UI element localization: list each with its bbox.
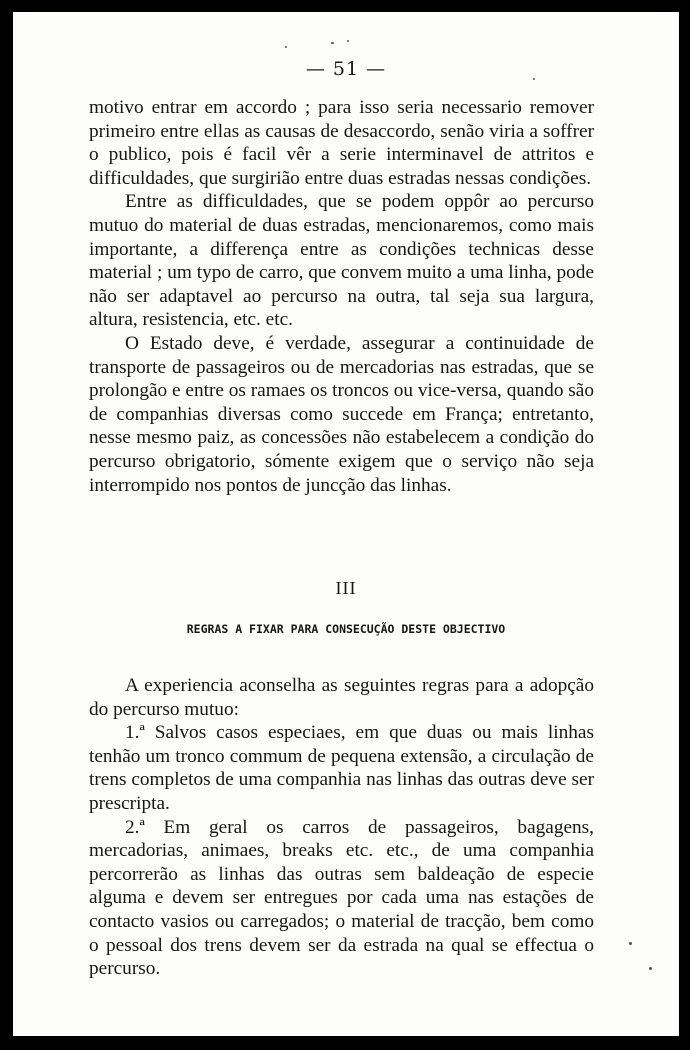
page-number: — 51 —	[305, 58, 387, 80]
paragraph-rule-2: 2.ª Em geral os carros de passageiros, bagagens, mercadorias, animaes, breaks etc. etc., de uma companhia percorrerão as linhas das outras sem baldeação de especie alguma e devem ser entregues por cada uma nas estações de contacto vasios ou carregados; o material de tracção, bem como o pessoal dos trens devem ser da estrada na qual se effectua o percurso.	[89, 816, 594, 980]
body-text-lower	[89, 674, 594, 981]
paper-speck	[331, 42, 334, 44]
book-page	[13, 12, 679, 1036]
paragraph-experience: A experiencia aconselha as seguintes regras para a adopção do percurso mutuo:	[89, 675, 594, 720]
paper-speck	[285, 46, 287, 48]
paper-speck	[347, 40, 349, 42]
paragraph-difficulties: Entre as difficuldades, que se podem oppôr ao percurso mutuo do material de duas estradas, mencionaremos, como mais importante, a differença entre as condições technicas desse material ; um typo de carro, que convem muito a uma linha, pode não ser adaptavel ao percurso na outra, tal seja sua largura, altura, resistencia, etc. etc.	[89, 191, 594, 331]
paper-speck	[649, 967, 652, 970]
paragraph-state-duty: O Estado deve, é verdade, assegurar a continuidade de transporte de passageiros ou de mercadorias nas estradas, que se prolongão e entre os ramaes os troncos ou vice-versa, quando são de companhias diversas como succede em França; entretanto, nesse mesmo paiz, as concessões não estabelecem a condição do percurso obrigatorio, sómente exigem que o serviço não seja interrompido nos pontos de juncção das linhas.	[89, 332, 594, 496]
body-text-upper	[89, 96, 594, 497]
section-heading: REGRAS A FIXAR PARA CONSECUÇÃO DESTE OBJECTIVO	[186, 622, 506, 636]
section-numeral: III	[335, 578, 357, 598]
paper-speck	[629, 942, 632, 945]
paragraph-rule-1: 1.ª Salvos casos especiaes, em que duas ou mais linhas tenhão um tronco commum de pequena extensão, a circulação de trens completos de uma companhia nas linhas das outras deve ser prescripta.	[89, 722, 594, 814]
paragraph-continued: motivo entrar em accordo ; para isso seria necessario remover primeiro entre ellas as causas de desaccordo, senão viria a soffrer o publico, pois é facil vêr a serie interminavel de attritos e difficuldades, que surgirião entre duas estradas nessas condições.	[89, 97, 594, 189]
